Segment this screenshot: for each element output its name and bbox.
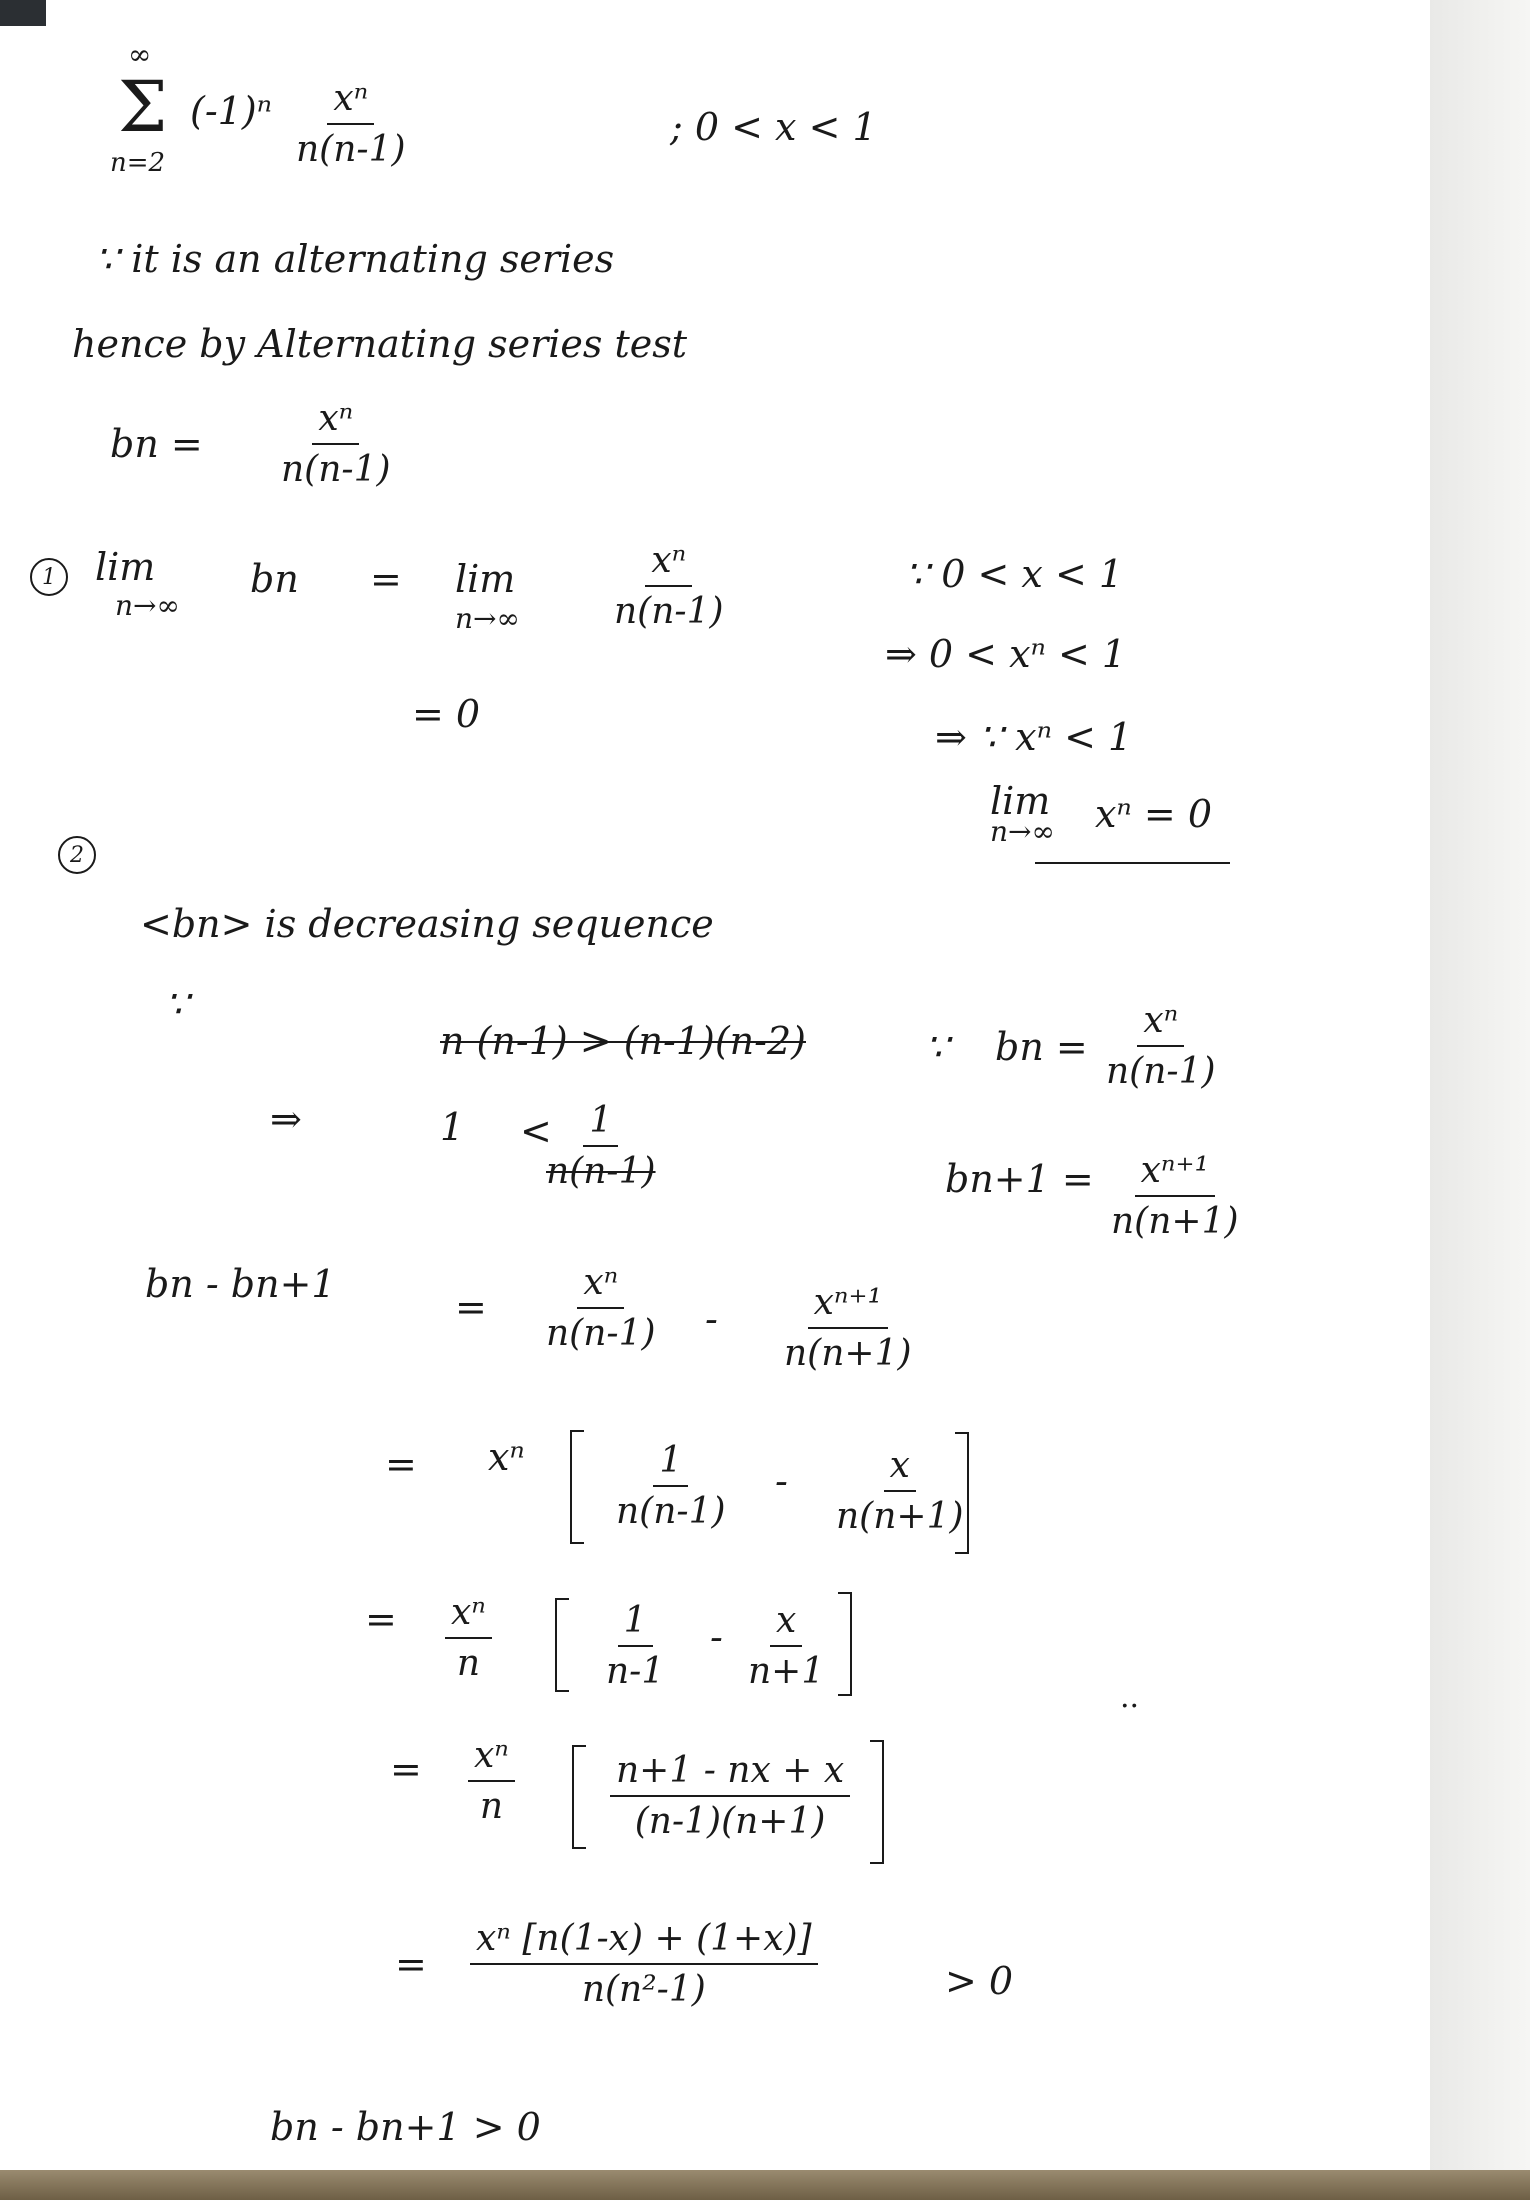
line3-equals: = xyxy=(365,1597,397,1641)
ineq-right-denominator: n(n-1) xyxy=(546,1151,656,1193)
side-note-underline xyxy=(1035,862,1230,864)
sum-lower-limit: n=2 xyxy=(110,148,166,178)
struck-inequality: n (n-1) > (n-1)(n-2) xyxy=(440,1019,806,1063)
because-symbol: ∵ xyxy=(165,982,190,1026)
margin-dots: .. xyxy=(1120,1680,1140,1715)
limit-result: = 0 xyxy=(412,692,481,736)
limit-left-subscript: n→∞ xyxy=(115,589,180,622)
page-corner-shadow xyxy=(0,0,46,26)
line3-factor-denominator: n xyxy=(456,1643,481,1685)
line3-second-term xyxy=(742,1600,830,1693)
limit-fraction-denominator: n(n-1) xyxy=(614,591,724,633)
line2-first-numerator: 1 xyxy=(653,1440,688,1487)
line3-minus: - xyxy=(710,1615,723,1659)
limit-fraction xyxy=(608,540,730,633)
ineq-right xyxy=(540,1100,662,1193)
final-conclusion: bn - bn+1 > 0 xyxy=(270,2105,541,2149)
line5-denominator: n(n²-1) xyxy=(581,1969,706,2011)
ineq-right-numerator: 1 xyxy=(583,1100,618,1147)
line2-equals: = xyxy=(385,1442,417,1486)
line3-factor-numerator: xⁿ xyxy=(445,1592,492,1639)
difference-lhs: bn - bn+1 xyxy=(145,1262,336,1306)
bn-def-fraction xyxy=(1100,1000,1222,1093)
line4-main-fraction xyxy=(610,1750,850,1843)
alternating-factor: (-1)ⁿ xyxy=(190,89,273,133)
side-note-4-lim: lim xyxy=(990,779,1051,823)
line3-second-denominator: n+1 xyxy=(748,1651,825,1693)
line5-fraction xyxy=(470,1918,818,2011)
line3-factor xyxy=(445,1592,492,1685)
line3-left-bracket xyxy=(555,1598,569,1692)
line1-minus: - xyxy=(705,1297,718,1341)
sum-upper-limit: ∞ xyxy=(128,38,152,71)
limit-right-subscript: n→∞ xyxy=(455,602,520,635)
table-surface-edge xyxy=(0,2170,1530,2200)
bn-def-denominator: n(n-1) xyxy=(1106,1051,1216,1093)
line4-equals: = xyxy=(390,1747,422,1791)
test-statement: hence by Alternating series test xyxy=(72,322,688,366)
line3-first-numerator: 1 xyxy=(618,1600,653,1647)
line3-first-term xyxy=(600,1600,670,1693)
line2-first-denominator: n(n-1) xyxy=(616,1491,726,1533)
limit-fraction-numerator: xⁿ xyxy=(645,540,692,587)
line2-first-term xyxy=(610,1440,732,1533)
series-term-denominator: n(n-1) xyxy=(296,129,406,171)
bn1-def-fraction xyxy=(1105,1150,1245,1243)
line5-relation: > 0 xyxy=(945,1959,1014,2003)
series-term-numerator: xⁿ xyxy=(327,78,374,125)
line2-second-numerator: x xyxy=(884,1445,916,1492)
series-term xyxy=(290,78,412,171)
side-note-2: ⇒ 0 < xⁿ < 1 xyxy=(885,632,1127,676)
bn1-def-denominator: n(n+1) xyxy=(1111,1201,1239,1243)
line1-first-denominator: n(n-1) xyxy=(546,1313,656,1355)
side-note-3: ⇒ ∵ xⁿ < 1 xyxy=(935,715,1133,759)
since-symbol: ∵ xyxy=(925,1025,950,1069)
decreasing-claim: <bn> is decreasing sequence xyxy=(140,902,714,946)
limit-left: lim xyxy=(95,545,156,589)
line4-left-bracket xyxy=(572,1745,586,1849)
alternating-statement: ∵ it is an alternating series xyxy=(95,237,615,281)
line3-right-bracket xyxy=(838,1592,852,1696)
limit-equals: = xyxy=(370,557,402,601)
bn-numerator: xⁿ xyxy=(312,398,359,445)
bn-def-numerator: xⁿ xyxy=(1137,1000,1184,1047)
line2-right-bracket xyxy=(955,1432,969,1554)
line1-first-term xyxy=(540,1262,662,1355)
line4-numerator: n+1 - nx + x xyxy=(610,1750,850,1797)
line2-left-bracket xyxy=(570,1430,584,1544)
bn1-def-label: bn+1 = xyxy=(945,1157,1094,1201)
difference-equals: = xyxy=(455,1285,487,1329)
line5-numerator: xⁿ [n(1-x) + (1+x)] xyxy=(470,1918,818,1965)
line3-first-denominator: n-1 xyxy=(606,1651,665,1693)
side-note-1: ∵ 0 < x < 1 xyxy=(905,552,1124,596)
line2-minus: - xyxy=(775,1459,788,1503)
series-condition: ; 0 < x < 1 xyxy=(670,105,877,149)
line1-second-denominator: n(n+1) xyxy=(784,1333,912,1375)
line4-factor-denominator: n xyxy=(479,1786,504,1828)
bn1-def-numerator: xⁿ⁺¹ xyxy=(1135,1150,1215,1197)
line1-second-numerator: xⁿ⁺¹ xyxy=(808,1282,888,1329)
step-1-marker: 1 xyxy=(30,558,68,596)
ineq-sign: < xyxy=(520,1109,552,1153)
line2-factor: xⁿ xyxy=(488,1435,525,1479)
line2-second-denominator: n(n+1) xyxy=(836,1496,964,1538)
page-right-margin xyxy=(1430,0,1530,2200)
line4-factor xyxy=(468,1735,515,1828)
line1-first-numerator: xⁿ xyxy=(577,1262,624,1309)
line4-denominator: (n-1)(n+1) xyxy=(634,1801,826,1843)
implies-symbol: ⇒ xyxy=(270,1097,302,1141)
summation-symbol: Σ xyxy=(118,66,168,148)
bn-denominator: n(n-1) xyxy=(281,449,391,491)
line4-factor-numerator: xⁿ xyxy=(468,1735,515,1782)
limit-bn: bn xyxy=(250,557,299,601)
line1-second-term xyxy=(778,1282,918,1375)
bn-def-label: bn = xyxy=(995,1025,1088,1069)
line4-right-bracket xyxy=(870,1740,884,1864)
limit-right: lim xyxy=(455,557,516,601)
bn-definition xyxy=(275,398,397,491)
line2-second-term xyxy=(830,1445,970,1538)
step-2-marker: 2 xyxy=(58,836,96,874)
side-note-4-subscript: n→∞ xyxy=(990,815,1055,848)
line3-second-numerator: x xyxy=(770,1600,802,1647)
line5-equals: = xyxy=(395,1942,427,1986)
bn-definition-label: bn = xyxy=(110,422,203,466)
side-note-4-rest: xⁿ = 0 xyxy=(1095,792,1213,836)
ineq-left: 1 xyxy=(440,1105,465,1149)
